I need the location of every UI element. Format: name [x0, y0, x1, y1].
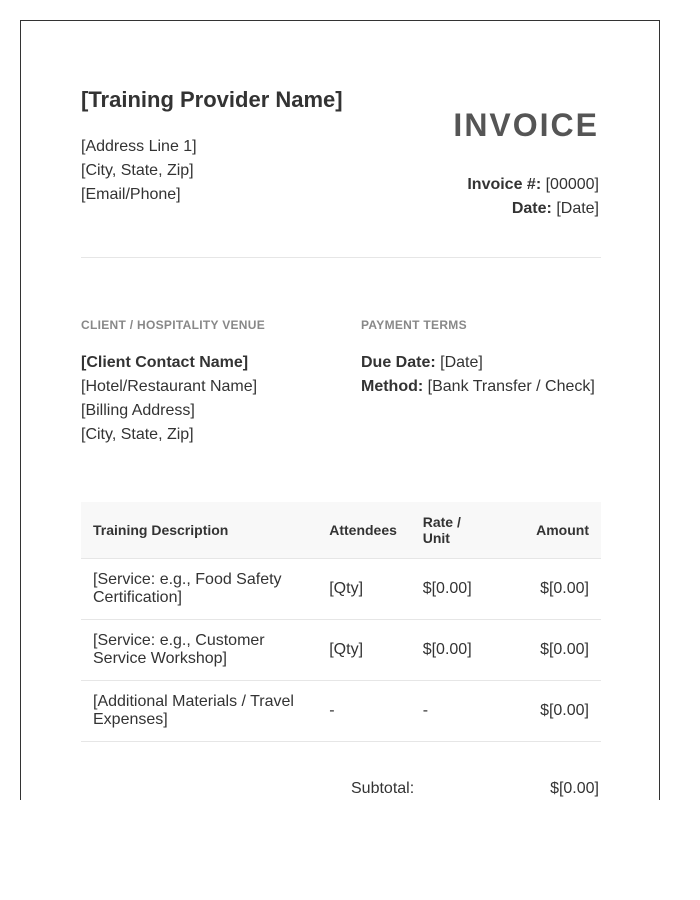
header-amount: Amount [499, 502, 601, 559]
provider-address [81, 135, 197, 207]
client-contact-name: [Client Contact Name] [81, 354, 249, 371]
due-date-label: Due Date: [361, 354, 436, 371]
header-rate-unit: Rate / Unit [411, 502, 499, 559]
row-description: [Service: e.g., Customer Service Workshop] [81, 620, 317, 681]
due-date [361, 351, 595, 375]
client-venue-name: [Hotel/Restaurant Name] [81, 378, 258, 395]
payment-method-value: [Bank Transfer / Check] [427, 378, 595, 395]
subtotal-value: $[0.00] [550, 780, 599, 797]
client-block [81, 351, 257, 447]
subtotal-label: Subtotal: [351, 780, 415, 797]
payment-terms-label: PAYMENT TERMS [361, 318, 467, 332]
provider-city-line: [City, State, Zip] [81, 162, 194, 179]
invoice-date [467, 197, 599, 221]
invoice-number [467, 173, 599, 197]
table-row [81, 559, 601, 620]
invoice-meta [467, 173, 599, 221]
header-divider [81, 257, 601, 258]
row-rate: $[0.00] [411, 559, 499, 620]
invoice-title: INVOICE [453, 107, 599, 143]
row-attendees: - [317, 681, 410, 742]
payment-terms-block [361, 351, 595, 399]
row-amount: $[0.00] [499, 681, 601, 742]
header-training-description: Training Description [81, 502, 317, 559]
client-section-label: CLIENT / HOSPITALITY VENUE [81, 318, 266, 332]
table-row [81, 620, 601, 681]
payment-method [361, 375, 595, 399]
row-rate: $[0.00] [411, 620, 499, 681]
line-items-table [81, 502, 601, 742]
invoice-number-label: Invoice #: [467, 176, 542, 193]
row-rate: - [411, 681, 499, 742]
row-description: [Service: e.g., Food Safety Certification] [81, 559, 317, 620]
table-row [81, 681, 601, 742]
invoice-date-value: [Date] [556, 200, 599, 217]
due-date-value: [Date] [440, 354, 483, 371]
client-billing-address: [Billing Address] [81, 402, 195, 419]
invoice-date-label: Date: [511, 200, 552, 217]
client-city-line: [City, State, Zip] [81, 426, 194, 443]
row-attendees: [Qty] [317, 559, 410, 620]
provider-name: [Training Provider Name] [81, 87, 343, 112]
header-attendees: Attendees [317, 502, 410, 559]
payment-method-label: Method: [361, 378, 424, 395]
row-description: [Additional Materials / Travel Expenses] [81, 681, 317, 742]
row-amount: $[0.00] [499, 620, 601, 681]
provider-contact-line: [Email/Phone] [81, 186, 181, 203]
table-header-row [81, 502, 601, 559]
row-attendees: [Qty] [317, 620, 410, 681]
invoice-number-value: [00000] [545, 176, 599, 193]
row-amount: $[0.00] [499, 559, 601, 620]
provider-address-line: [Address Line 1] [81, 138, 197, 155]
invoice-page [20, 20, 660, 800]
